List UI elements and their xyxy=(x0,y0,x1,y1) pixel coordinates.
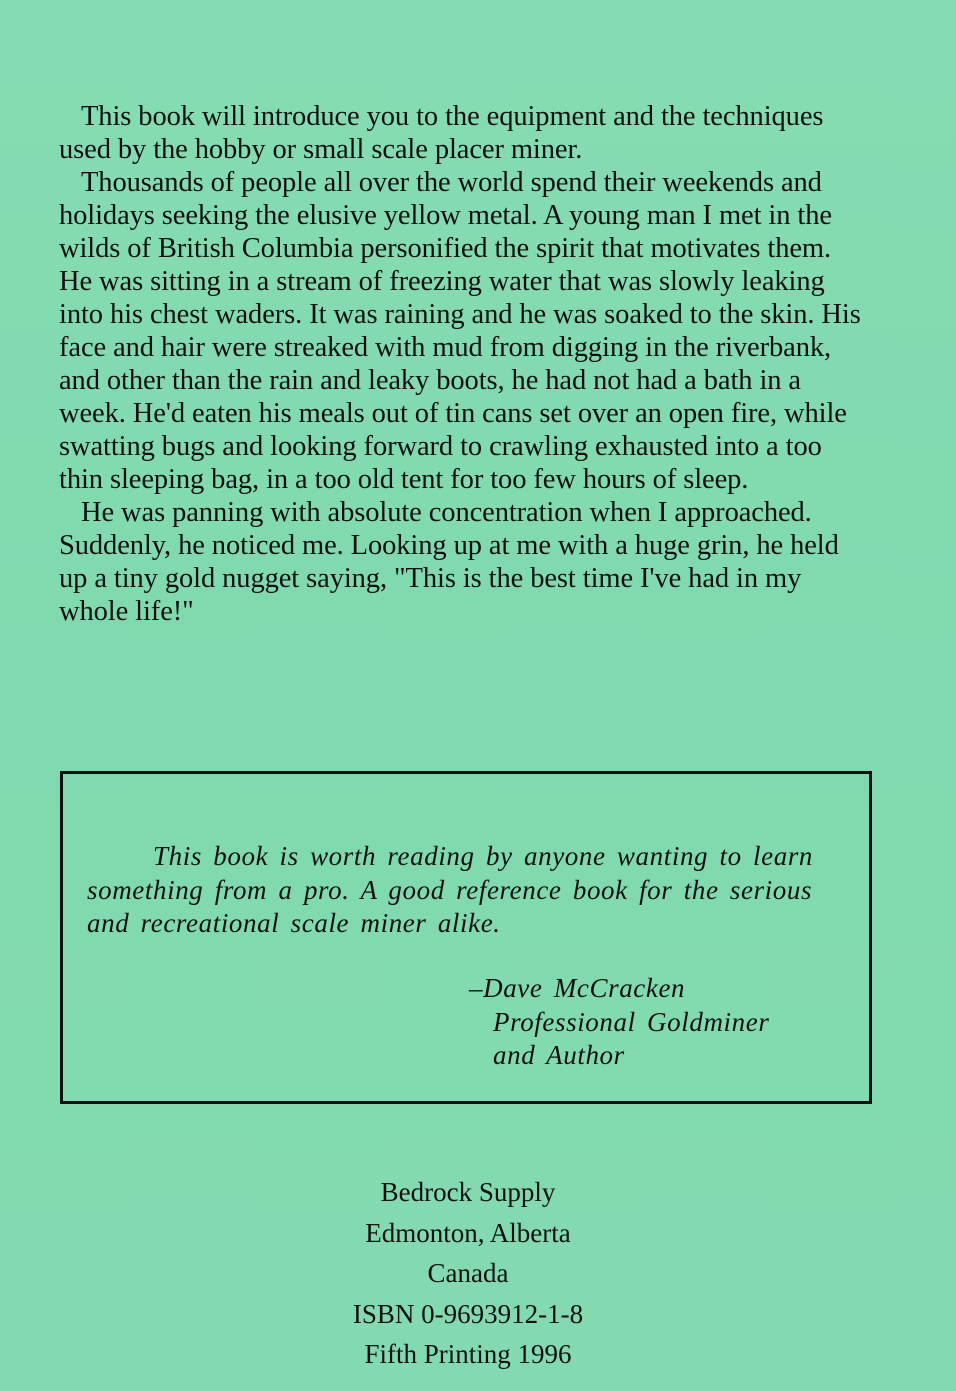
publisher-city: Edmonton, Alberta xyxy=(365,1217,571,1248)
publisher-block xyxy=(0,1172,936,1375)
testimonial-quote-text: This book is worth reading by anyone wanting to learn something from a pro. A good reference book for the serious and recreational scale miner alike. xyxy=(87,841,814,938)
publisher-country: Canada xyxy=(427,1258,509,1288)
attribution-title-line2: and Author xyxy=(493,1040,625,1070)
paragraph-intro: This book will introduce you to the equipment and the techniques used by the hobby or small scale placer miner. xyxy=(59,101,824,165)
attribution-title-line1: Professional Goldminer xyxy=(493,1006,770,1037)
testimonial-attribution xyxy=(469,972,769,1073)
publisher-name: Bedrock Supply xyxy=(380,1177,556,1207)
paragraph-story: Thousands of people all over the world spend their weekends and holidays seeking the elusive yellow metal. A young man I met in the wilds of British Columbia personified the spirit that motivates them. He was sitting in a stream of freezing water that was slowly leaking into his chest waders. It was raining and he was soaked to the skin. His face and hair were streaked with mud from digging in the riverbank, and other than the rain and leaky boots, he had not had a bath in a week. He'd eaten his meals out of tin cans set over an open fire, while swatting bugs and looking forward to crawling exhausted into a too thin sleeping bag, in a too old tent for too few hours of sleep. xyxy=(59,167,861,495)
testimonial-quote xyxy=(87,840,847,941)
attribution-author: –Dave McCracken xyxy=(469,973,686,1003)
printing-info: Fifth Printing 1996 xyxy=(364,1339,572,1369)
paragraph-nugget: He was panning with absolute concentration when I approached. Suddenly, he noticed me. Looking up at me with a huge grin, he held up a tiny gold nugget saying, "This is the best time I've had in my whole life!" xyxy=(59,497,839,627)
isbn: ISBN 0-9693912-1-8 xyxy=(352,1298,584,1329)
testimonial-box xyxy=(60,771,872,1104)
description-text xyxy=(59,100,867,628)
